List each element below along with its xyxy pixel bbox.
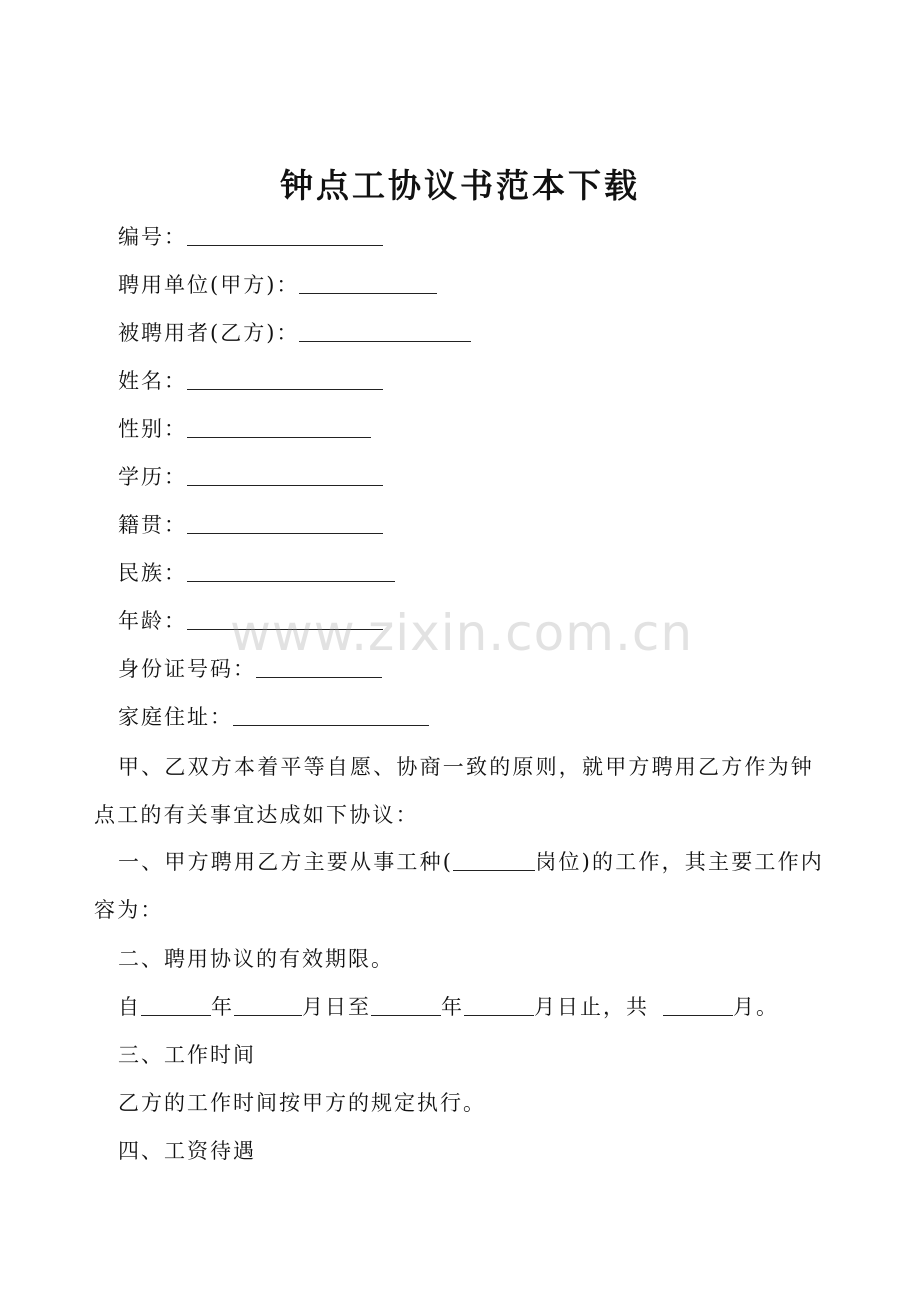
field-blank[interactable] [187,223,383,246]
start-year-blank[interactable] [141,993,211,1016]
end-month-blank[interactable] [464,993,534,1016]
field-label: 身份证号码： [118,657,256,681]
period-text: 月日止，共 [534,995,649,1019]
job-type-blank[interactable] [453,848,535,871]
field-blank[interactable] [187,559,395,582]
field-employer [118,270,437,300]
field-number [118,222,383,252]
field-blank[interactable] [256,655,382,678]
start-month-blank[interactable] [234,993,302,1016]
field-blank[interactable] [187,367,383,390]
clause-1-text-a: 一、甲方聘用乙方主要从事工种( [118,850,454,874]
period-text: 月日至 [302,995,371,1019]
clause-3-text: 乙方的工作时间按甲方的规定执行。 [118,1091,486,1115]
period-text: 自 [118,995,141,1019]
total-months-blank[interactable] [663,993,733,1016]
clause-2-title: 二、聘用协议的有效期限。 [118,947,394,971]
watermark: www.zixin.com.cn [230,604,694,662]
period-text: 年 [441,995,464,1019]
period-line [118,992,779,1022]
field-ethnicity [118,558,395,588]
field-blank[interactable] [299,319,471,342]
clause-3-title: 三、工作时间 [118,1043,256,1067]
intro-paragraph: 甲、乙双方本着平等自愿、协商一致的原则，就甲方聘用乙方作为钟点工的有关事宜达成如下协议： [94,755,814,827]
end-year-blank[interactable] [371,993,441,1016]
field-name [118,366,383,396]
field-label: 年龄： [118,609,187,633]
field-blank[interactable] [187,463,383,486]
field-blank[interactable] [187,511,383,534]
field-label: 学历： [118,465,187,489]
field-employee [118,318,471,348]
field-blank[interactable] [233,703,429,726]
period-text: 月。 [733,995,779,1019]
field-address [118,702,429,732]
field-label: 家庭住址： [118,705,233,729]
field-blank[interactable] [299,271,437,294]
field-blank[interactable] [187,415,371,438]
field-gender [118,414,371,444]
field-label: 聘用单位(甲方)： [118,273,300,297]
field-native-place [118,510,383,540]
document-title: 钟点工协议书范本下载 [280,166,640,205]
clause-1-paragraph [94,838,834,934]
period-text: 年 [211,995,234,1019]
clause-4-title: 四、工资待遇 [118,1139,256,1163]
field-label: 编号： [118,225,187,249]
field-education [118,462,383,492]
field-label: 民族： [118,561,187,585]
field-age [118,606,383,636]
field-blank[interactable] [187,607,383,630]
field-label: 被聘用者(乙方)： [118,321,300,345]
field-label: 姓名： [118,369,187,393]
field-label: 籍贯： [118,513,187,537]
field-label: 性别： [118,417,187,441]
field-id-number [118,654,382,684]
clause-1-text-b: 岗位)的工作，其主要工作内容为： [94,850,824,922]
